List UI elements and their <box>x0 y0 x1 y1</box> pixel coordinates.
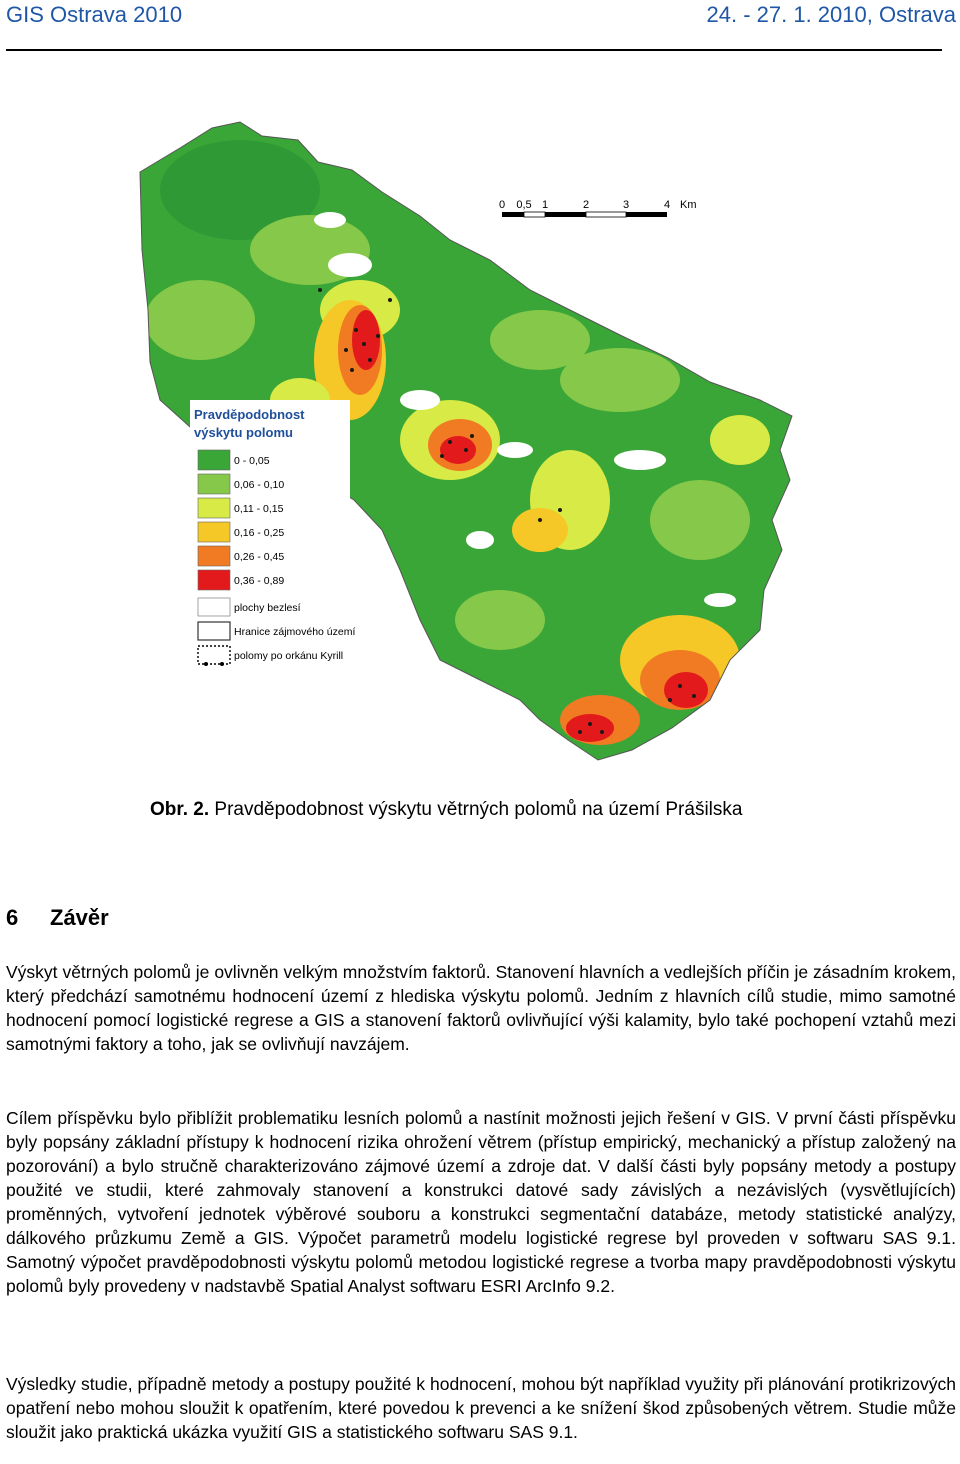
legend-label-blowdown: polomy po orkánu Kyrill <box>234 650 344 662</box>
page-header <box>6 2 956 30</box>
paragraph-1: Výskyt větrných polomů je ovlivněn velkým množstvím faktorů. Stanovení hlavních a vedlejších příčin je zásadním krokem, který předchází samotnému hodnocení území z hlediska výskytu polomů. Jedním z hlavních cílů studie, mimo samotné hodnocení pomocí logistické regrese a GIS a stanovení faktorů ovlivňující výši kalamity, bylo také pochopení vztahů mezi samotnými faktory a toho, jak se ovlivňují navzájem. <box>6 962 956 1054</box>
legend-swatch-2 <box>198 474 230 494</box>
paragraph-2: Cílem příspěvku bylo přiblížit problematiku lesních polomů a nastínit možnosti jejich řešení v GIS. V první části příspěvku byly popsány základní přístupy k hodnocení rizika ohrožení větrem (přístup empirický, mechanický a přístup založený na pozorování) a bylo stručně charakterizováno zájmové území a zdroje dat. V další části byly popsány metody a postupy použité ve studii, které zahmovaly stanovení a konstrukci datové sady závislých a nezávislých (vysvětlujících) proměnných, vytvoření jednotek výběrové souboru a konstrukci segmentační databáze, metody statistické analýzy, dálkového průzkumu Země a GIS. Výpočet parametrů modelu logistické regrese byl proveden v softwaru SAS 9.1. Samotný výpočet pravděpodobnosti výskytu polomů metodou logistické regrese a tvorba mapy pravděpodobnosti výskytu polomů byly provedeny v nadstavbě Spatial Analyst softwaru ESRI ArcInfo 9.2. <box>6 1108 956 1296</box>
legend-swatch-5 <box>198 546 230 566</box>
legend-label-bare: plochy bezlesí <box>234 602 301 614</box>
legend-title-line1: Pravděpodobnost <box>194 407 305 422</box>
legend-label-6: 0,36 - 0,89 <box>234 575 285 587</box>
figure-caption-text: Pravděpodobnost výskytu větrných polomů na území Prášilska <box>214 799 743 820</box>
legend-title-line2: výskytu polomu <box>194 425 293 440</box>
map-legend <box>190 400 355 670</box>
legend-label-boundary: Hranice zájmového území <box>234 626 356 638</box>
probability-map-figure <box>120 100 840 780</box>
figure-caption <box>150 798 742 822</box>
legend-label-4: 0,16 - 0,25 <box>234 527 285 539</box>
scale-bar <box>499 199 697 217</box>
section-heading <box>6 904 109 932</box>
legend-swatch-bare <box>198 598 230 616</box>
legend-label-5: 0,26 - 0,45 <box>234 551 285 563</box>
scale-unit: Km <box>680 199 697 211</box>
scale-tick-0-5: 0,5 <box>516 199 532 211</box>
conference-dates: 24. - 27. 1. 2010, Ostrava <box>706 2 956 27</box>
scale-tick-1: 1 <box>541 199 549 211</box>
conference-name: GIS Ostrava 2010 <box>6 2 183 27</box>
section-title: Závěr <box>50 905 109 930</box>
section-number: 6 <box>6 905 19 930</box>
legend-swatch-1 <box>198 450 230 470</box>
scale-tick-4: 4 <box>663 199 671 211</box>
legend-label-1: 0 - 0,05 <box>234 455 270 467</box>
scale-tick-0: 0 <box>498 199 506 211</box>
legend-swatch-6 <box>198 570 230 590</box>
legend-swatch-blowdown <box>198 646 230 664</box>
legend-label-2: 0,06 - 0,10 <box>234 479 285 491</box>
header-rule <box>6 49 942 51</box>
legend-swatch-3 <box>198 498 230 518</box>
scale-tick-2: 2 <box>582 199 590 211</box>
legend-swatch-4 <box>198 522 230 542</box>
legend-label-3: 0,11 - 0,15 <box>234 503 284 515</box>
figure-caption-label: Obr. 2. <box>150 799 210 820</box>
scale-tick-3: 3 <box>622 199 630 211</box>
legend-swatch-boundary <box>198 622 230 640</box>
paragraph-3: Výsledky studie, případně metody a postupy použité k hodnocení, mohou být například využity při plánování protikrizových opatření nebo mohou sloužit k opatřením, které povedou k prevenci a ke snížení škod způsobených větrem. Studie může sloužit jako praktická ukázka využití GIS a statistického softwaru SAS 9.1. <box>6 1374 956 1442</box>
